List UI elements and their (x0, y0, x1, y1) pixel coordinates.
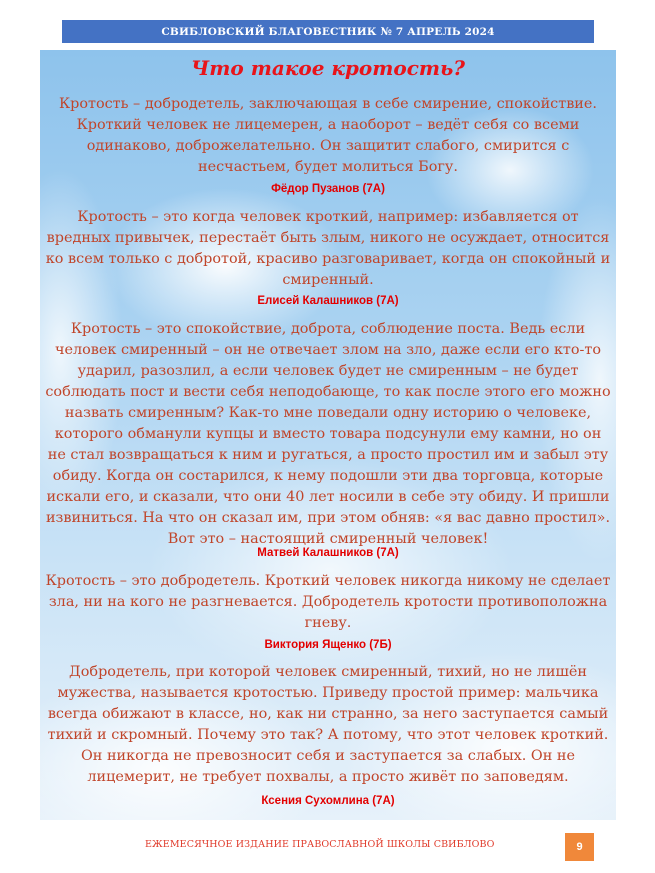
newsletter-header-text: СВИБЛОВСКИЙ БЛАГОВЕСТНИК № 7 АПРЕЛЬ 2024 (161, 25, 495, 38)
article-paragraph: Кротость – это добродетель. Кроткий человек никогда никому не сделает зла, ни на кого не разгневается. Добродетель кротости противоположна гневу. (45, 573, 611, 631)
author-signature: Виктория Ященко (7Б) (264, 639, 392, 651)
article-paragraph: Добродетель, при которой человек смиренный, тихий, но не лишён мужества, называется кротостью. Приведу простой пример: мальчика всегда обижают в классе, но, как ни странно, за него заступается самый тихий и скромный. Почему это так? А потому, что этот человек кроткий. Он никогда не превозносит себя и заступается за слабых. Он не лицемерит, не требует похвалы, а просто живёт по заповедям. (47, 664, 609, 785)
article-title: Что такое кротость? (190, 56, 466, 80)
article-content-area (40, 50, 616, 820)
footer-publication-text: ЕЖЕМЕСЯЧНОЕ ИЗДАНИЕ ПРАВОСЛАВНОЙ ШКОЛЫ СВИБЛОВО (145, 839, 495, 850)
newsletter-header-bar (62, 20, 594, 43)
author-signature: Ксения Сухомлина (7А) (261, 795, 395, 807)
author-signature: Матвей Калашников (7А) (257, 547, 399, 559)
article-paragraph: Кротость – это когда человек кроткий, например: избавляется от вредных привычек, перестаёт быть злым, никого не осуждает, относится ко всем только с добротой, красиво разговаривает, когда он спокойный и смиренный. (45, 209, 611, 288)
article-paragraph: Кротость – это спокойствие, доброта, соблюдение поста. Ведь если человек смиренный – он не отвечает злом на зло, даже если его кто-то ударил, разозлил, а если человек будет не смиренным – не будет соблюдать пост и вести себя неподобающе, то как после этого его можно назвать смиренным? Как-то мне поведали одну историю о человеке, которого обманули купцы и вместо товара подсунули ему камни, но он не стал возвращаться к ним и ругаться, а просто простил им и забыл эту обиду. Когда он состарился, к нему подошли эти два торговца, которые искали его, и сказали, что они 40 лет носили в себе эту обиду. И пришли извиниться. На что он сказал им, при этом обняв: «я вас давно простил». Вот это – настоящий смиренный человек! (45, 321, 611, 547)
page-number: 9 (576, 841, 583, 853)
page-number-badge (565, 833, 594, 861)
article-paragraph: Кротость – добродетель, заключающая в себе смирение, спокойствие. Кроткий человек не лицемерен, а наоборот – ведёт себя со всеми одинаково, доброжелательно. Он защитит слабого, смирится с несчастьем, будет молиться Богу. (58, 96, 597, 175)
author-signature: Фёдор Пузанов (7А) (271, 183, 385, 195)
author-signature: Елисей Калашников (7А) (257, 295, 399, 307)
